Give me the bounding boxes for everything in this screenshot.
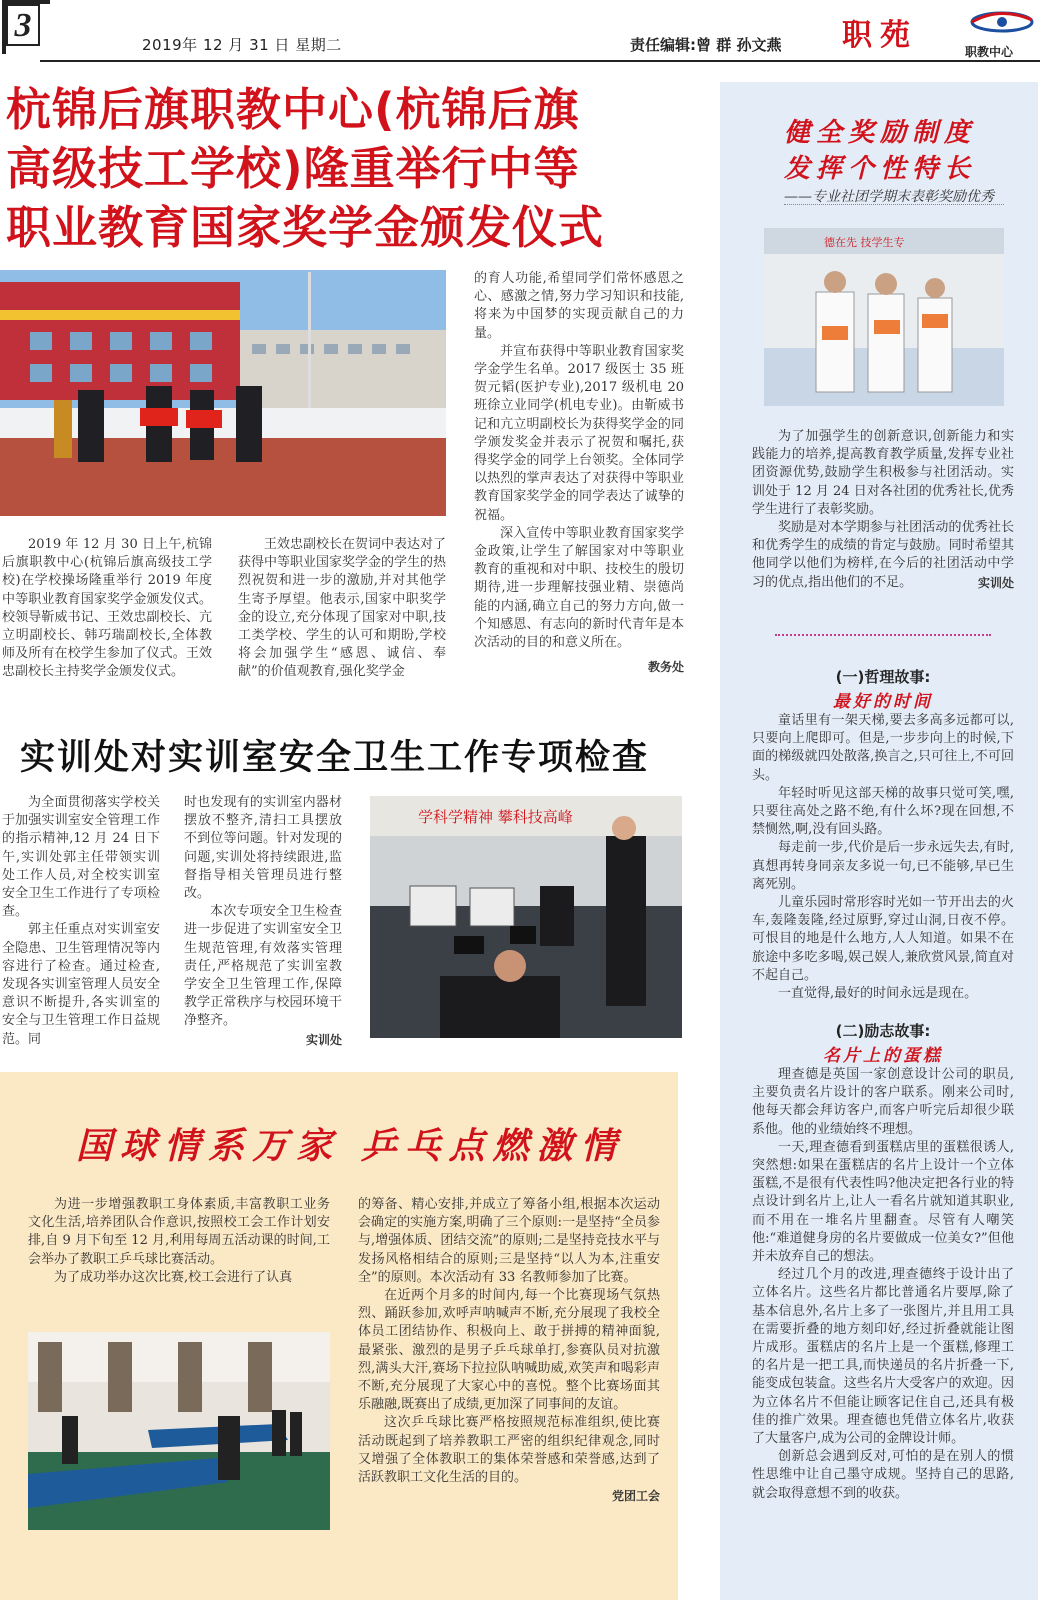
article2-col1-p1: 为全面贯彻落实学校关于加强实训室安全管理工作的指示精神,12 月 24 日下午,实训处郭主任带领实训处工作人员,对全校实训室安全卫生工作进行了专项检查。 [2, 795, 160, 920]
article1-col3-p2: 并宣布获得中等职业教育国家奖学金学生名单。2017 级医士 35 班贺元韬(医护专业),2017 级机电 20 班徐立业同学(机电专业)。由靳威书记和亢立明副校长为获得奖学金的同学颁发奖金并表示了祝贺和嘱托,获得奖学金的同学上台领奖。全体同学以热烈的掌声表达了对获得中等职业教育国家奖学金的同学表达了诚挚的祝福。 [474, 343, 684, 523]
club-award-photo [764, 228, 1004, 406]
article3-col2-p3: 这次乒乓球比赛严格按照规范标准组织,使比赛活动既起到了培养教职工严密的组织纪律观念,同时又增强了全体教职工的集体荣誉感和荣誉感,达到了活跃教职工文化生活的目的。 [358, 1415, 660, 1486]
article3-headline: 国球情系万家 乒乓点燃激情 [76, 1125, 625, 1167]
right-p1: 为了加强学生的创新意识,创新能力和实践能力的培养,提高教育教学质量,发挥专业社团资源优势,鼓励学生积极参与社团活动。实训处于 12 月 24 日对各社团的优秀社长,优秀学生进行了表彰奖励。 [752, 429, 1014, 517]
story2-head: (二)励志故事: [835, 1022, 931, 1040]
article2-col1-p2: 郭主任重点对实训室安全隐患、卫生管理情况等内容进行了检查。通过检查,发现各实训室管理人员安全意识不断提升,各实训室的安全与卫生管理工作日益规范。同 [2, 922, 160, 1047]
right-subtitle: ——专业社团学期末表彰奖励优秀 [784, 189, 994, 205]
story2 [752, 1020, 1014, 1503]
story2-p2: 一天,理查德看到蛋糕店里的蛋糕很诱人,突然想:如果在蛋糕店的名片上设计一个立体蛋糕,不是很有代表性吗?他决定把各行业的特点设计到名片上,让人一看名片就知道其职业,而不用在一堆名片里翻查。尽管有人嘲笑他:“难道健身房的名片要做成一位美女?”但他并未放弃自己的想法。 [752, 1139, 1014, 1265]
right-p2: 奖励是对本学期参与社团活动的优秀社长和优秀学生的成绩的肯定与鼓励。同时希望其他同学以他们为榜样,在今后的社团活动中学习的优点,指出他们的不足。 [752, 520, 1014, 590]
headline-line: 杭锦后旗职教中心(杭锦后旗 [6, 83, 580, 136]
article1-col3-p1: 的育人功能,希望同学们常怀感恩之心、感激之情,努力学习知识和技能,将来为中国梦的实现贡献自己的力量。 [474, 271, 684, 341]
headline-line: 高级技工学校)隆重举行中等 [6, 142, 580, 195]
editor-credit: 责任编辑:曾 群 孙文燕 [630, 36, 782, 54]
page-number: 3 [6, 4, 40, 46]
story1-p4: 儿童乐园时常形容时光如一节开出去的火车,轰隆轰隆,经过原野,穿过山洞,日夜不停。可恨目的地是什么地方,人人知道。如果不在旅途中多吃多喝,娱己娱人,兼欣赏风景,简直对不起自己。 [752, 895, 1014, 983]
story1-head: (一)哲理故事: [835, 668, 931, 686]
story1-p3: 每走前一步,代价是后一步永远失去,有时,真想再转身同亲友多说一句,已不能够,早已生离死别。 [752, 840, 1014, 892]
issue-date: 2019年 12 月 31 日 星期二 [142, 36, 342, 54]
subtitle-rule [784, 204, 1004, 205]
article3-col1-p1: 为进一步增强教职工身体素质,丰富教职工业务文化生活,培养团队合作意识,按照校工会工作计划安排,自 9 月下旬至 12 月,利用每周五活动课的时间,工会举办了教职工乒乓球比赛活动。 [28, 1197, 330, 1267]
article1-col2: 王效忠副校长在贺词中表达对了获得中等职业国家奖学金的学生的热烈祝贺和进一步的激励,并对其他学生寄予厚望。他表示,国家中职奖学金的设立,充分体现了国家对中职,技工类学校、学生的认可和期盼,学校将会加强学生“感恩、诚信、奉献”的价值观教育,强化奖学金 [238, 537, 447, 680]
article1-headline [6, 80, 706, 257]
article1-col3 [474, 270, 684, 675]
story1-p5: 一直觉得,最好的时间永远是现在。 [778, 986, 978, 1002]
article3-col2-p1: 的筹备、精心安排,并成立了筹备小组,根据本次运动会确定的实施方案,明确了三个原则:一是坚持“全员参与,增强体质、团结交流”的原则;二是坚持竞技水平与发扬风格相结合的原则;三是坚持“以人为本,注重安全”的原则。本次活动有 33 名教师参加了比赛。 [358, 1197, 660, 1285]
right-article [752, 428, 1014, 591]
story1-title: 最好的时间 [833, 692, 933, 712]
article2-col2-p2: 本次专项安全卫生检查进一步促进了实训室安全卫生规范管理,有效落实管理责任,严格规范了实训室教学安全卫生管理工作,保障教学正常秩序与校园环境干净整齐。 [184, 904, 342, 1029]
logo-text: 职教中心 [965, 45, 1014, 59]
right-signature: 实训处 [977, 575, 1014, 590]
article2-signature: 实训处 [305, 1032, 342, 1047]
lab-banner-text: 学科学精神 攀科技高峰 [418, 808, 573, 826]
article3-col1-p2: 为了成功举办这次比赛,校工会进行了认真 [54, 1269, 293, 1285]
club-banner-text: 德在先 技学生专 [824, 236, 905, 249]
section-divider [775, 634, 991, 636]
article3-col1 [28, 1196, 330, 1287]
article2-col2-p1: 时也发现有的实训室内器材摆放不整齐,清扫工具摆放不到位等问题。针对发现的问题,实训处将持续跟进,监督指导相关管理员进行整改。 [184, 795, 342, 902]
story2-p1: 理查德是英国一家创意设计公司的职员,主要负责名片设计的客户联系。刚来公司时,他每天都会拜访客户,而客户听完后却很少联系他。他的业绩始终不理想。 [752, 1067, 1014, 1137]
story2-title: 名片上的蛋糕 [823, 1046, 943, 1066]
article1-signature: 教务处 [647, 660, 684, 675]
right-headline-line1: 健全奖励制度 [783, 118, 976, 148]
pingpong-photo [28, 1332, 330, 1530]
article1-col3-p3: 深入宣传中等职业教育国家奖学金政策,让学生了解国家对中等职业教育的重视和对中职、技校生的殷切期待,进一步理解技强业精、崇德尚能的内涵,确立自己的努力方向,做一个知感恩、有志向的新时代青年是本次活动的目的和意义所在。 [474, 525, 684, 651]
article2-col2 [184, 794, 342, 1048]
header-rule [40, 60, 1040, 62]
ceremony-photo [0, 270, 446, 516]
story1-p1: 童话里有一架天梯,要去多高多远都可以,只要向上爬即可。但是,一步步向上的时候,下面的梯级就四处散落,换言之,只可往上,不可回头。 [752, 713, 1014, 783]
article3-col2-p2: 在近两个月多的时间内,每一个比赛现场气氛热烈、踊跃参加,欢呼声呐喊声不断,充分展现了我校全体员工团结协作、积极向上、敢于拼搏的精神面貌,最紧张、激烈的是男子乒乓球单打,参赛队员对抗激烈,满头大汗,赛场下拉拉队呐喊助威,欢笑声和喝彩声不断,充分展现了大家心中的喜悦。整个比赛场面其乐融融,既赛出了成绩,更加深了同事间的友谊。 [358, 1288, 660, 1413]
story1-p2: 年轻时听见这部天梯的故事只觉可笑,嘿,只要往高处之路不绝,有什么坏?现在回想,不禁恻然,啊,没有回头路。 [752, 785, 1014, 838]
article2-headline: 实训处对实训室安全卫生工作专项检查 [20, 738, 650, 778]
story1 [752, 666, 1014, 1003]
story2-p3: 经过几个月的改进,理查德终于设计出了立体名片。这些名片都比普通名片要厚,除了基本信息外,名片上多了一张图片,并且用工具在需要折叠的地方刻印好,经过折叠就能让图片成形。蛋糕店的名片上是一个蛋糕,修理工的名片是一把工具,而快递员的名片折叠一下,能变成包装盒。这些名片大受客户的欢迎。因为立体名片不但能让顾客记住自己,还具有极佳的推广效果。理查德也凭借立体名片,收获了大量客户,成为公司的金牌设计师。 [752, 1267, 1014, 1447]
article2-col1 [2, 794, 160, 1049]
lab-inspection-photo [370, 796, 682, 1038]
headline-line: 职业教育国家奖学金颁发仪式 [6, 201, 605, 254]
section-title: 职苑 [842, 18, 918, 53]
article3-signature: 党团工会 [611, 1489, 660, 1504]
article1-col1: 2019 年 12 月 30 日上午,杭锦后旗职教中心(杭锦后旗高级技工学校)在学校操场隆重举行 2019 年度中等职业教育国家奖学金颁发仪式。校领导靳威书记、王效忠副校长、亢立明副校长、韩巧瑞副校长,全体教师及所有在校学生参加了仪式。王效忠副校长主持奖学金颁发仪式。 [2, 537, 212, 680]
right-headline-line2: 发挥个性特长 [783, 154, 976, 184]
story2-p4: 创新总会遇到反对,可怕的是在别人的惯性思维中让自己墨守成规。坚持自己的思路,就会取得意想不到的收获。 [752, 1449, 1014, 1501]
article3-col2 [358, 1196, 660, 1504]
